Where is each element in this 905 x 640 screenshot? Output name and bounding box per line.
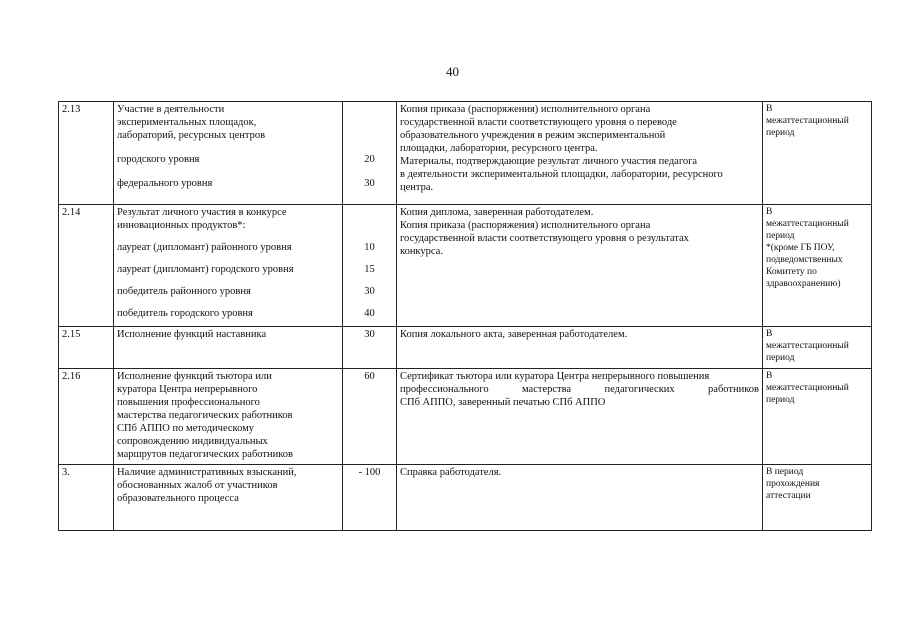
indicator-cell <box>114 369 343 465</box>
period-cell <box>763 205 872 327</box>
indicator-line: маршрутов педагогических работников <box>117 449 294 460</box>
period-line: прохождения <box>766 479 820 489</box>
period-line: межаттестационный <box>766 341 849 351</box>
row-number: 2.14 <box>59 205 114 327</box>
level-label: лауреат (дипломант) районного уровня <box>117 242 292 253</box>
period-line: межаттестационный <box>766 383 849 393</box>
score-cell <box>343 205 397 327</box>
period-line: аттестации <box>766 491 811 501</box>
level-label: победитель районного уровня <box>117 286 251 297</box>
documents-cell <box>397 102 763 205</box>
document-line: центра. <box>400 182 434 193</box>
indicator-cell <box>114 327 343 369</box>
document-line: Копия диплома, заверенная работодателем. <box>400 207 594 218</box>
indicator-line: инновационных продуктов*: <box>117 220 246 231</box>
table-row <box>59 205 872 327</box>
period-line: период <box>766 395 795 405</box>
table-row <box>59 327 872 369</box>
row-number: 3. <box>59 465 114 531</box>
documents-cell <box>397 205 763 327</box>
level-score: 15 <box>364 264 375 275</box>
documents-cell <box>397 327 763 369</box>
period-line: Комитету по <box>766 267 817 277</box>
row-number: 2.15 <box>59 327 114 369</box>
indicator-cell <box>114 465 343 531</box>
score-cell: 60 <box>343 369 397 465</box>
document-line: Сертификат тьютора или куратора Центра непрерывного повышения <box>400 371 710 382</box>
period-line: межаттестационный <box>766 116 849 126</box>
row-number: 2.16 <box>59 369 114 465</box>
document-line: площадки, лаборатории, ресурсного центра. <box>400 143 598 154</box>
period-line: подведомственных <box>766 255 843 265</box>
indicator-cell <box>114 205 343 327</box>
score-cell: - 100 <box>343 465 397 531</box>
level-score: 30 <box>364 286 375 297</box>
period-line: период <box>766 353 795 363</box>
document-line: государственной власти соответствующего уровня о результатах <box>400 233 689 244</box>
row-number: 2.13 <box>59 102 114 205</box>
document-line: СПб АППО, заверенный печатью СПб АППО <box>400 397 606 408</box>
indicator-line: СПб АППО по методическому <box>117 423 255 434</box>
criteria-table <box>58 101 872 531</box>
indicator-line: обоснованных жалоб от участников <box>117 480 278 491</box>
indicator-line: экспериментальных площадок, <box>117 117 257 128</box>
level-score: 10 <box>364 242 375 253</box>
period-line: межаттестационный <box>766 219 849 229</box>
level-label: федерального уровня <box>117 178 213 189</box>
score-cell: 30 <box>343 327 397 369</box>
indicator-line: мастерства педагогических работников <box>117 410 293 421</box>
indicator-cell <box>114 102 343 205</box>
period-line: *(кроме ГБ ПОУ, <box>766 243 835 253</box>
indicator-line: повышения профессионального <box>117 397 260 408</box>
document-line: Копия локального акта, заверенная работодателем. <box>400 329 628 340</box>
period-cell <box>763 327 872 369</box>
page-number: 40 <box>446 64 459 79</box>
indicator-line: Исполнение функций тьютора или <box>117 371 272 382</box>
table-row <box>59 369 872 465</box>
document-line: Материалы, подтверждающие результат личного участия педагога <box>400 156 698 167</box>
level-label: победитель городского уровня <box>117 308 253 319</box>
indicator-line: Результат личного участия в конкурсе <box>117 207 287 218</box>
level-score: 20 <box>364 154 375 165</box>
document-line: Справка работодателя. <box>400 467 502 478</box>
score-cell <box>343 102 397 205</box>
document-line: профессионального мастерства педагогических работников <box>400 384 759 395</box>
period-line: период <box>766 231 795 241</box>
document-line: Копия приказа (распоряжения) исполнительного органа <box>400 104 651 115</box>
table-row <box>59 465 872 531</box>
period-line: В <box>766 329 773 339</box>
indicator-line: лабораторий, ресурсных центров <box>117 130 266 141</box>
indicator-line: образовательного процесса <box>117 493 239 504</box>
document-line: Копия приказа (распоряжения) исполнительного органа <box>400 220 651 231</box>
period-line: В <box>766 104 773 114</box>
period-cell <box>763 369 872 465</box>
table-row <box>59 102 872 205</box>
document-line: образовательного учреждения в режим экспериментальной <box>400 130 666 141</box>
period-line: период <box>766 128 795 138</box>
period-line: В <box>766 207 773 217</box>
period-line: В <box>766 371 773 381</box>
period-cell <box>763 102 872 205</box>
indicator-line: Участие в деятельности <box>117 104 225 115</box>
period-line: здравоохранению) <box>766 279 841 289</box>
documents-cell <box>397 369 763 465</box>
document-line: государственной власти соответствующего уровня о переводе <box>400 117 677 128</box>
indicator-line: сопровождению индивидуальных <box>117 436 268 447</box>
indicator-line: куратора Центра непрерывного <box>117 384 258 395</box>
level-score: 40 <box>364 308 375 319</box>
level-score: 30 <box>364 178 375 189</box>
level-label: лауреат (дипломант) городского уровня <box>117 264 294 275</box>
document-line: в деятельности экспериментальной площадки, лаборатории, ресурсного <box>400 169 723 180</box>
level-label: городского уровня <box>117 154 200 165</box>
period-cell <box>763 465 872 531</box>
documents-cell <box>397 465 763 531</box>
indicator-line: Исполнение функций наставника <box>117 329 267 340</box>
period-line: В период <box>766 467 804 477</box>
indicator-line: Наличие административных взысканий, <box>117 467 297 478</box>
document-line: конкурса. <box>400 246 443 257</box>
